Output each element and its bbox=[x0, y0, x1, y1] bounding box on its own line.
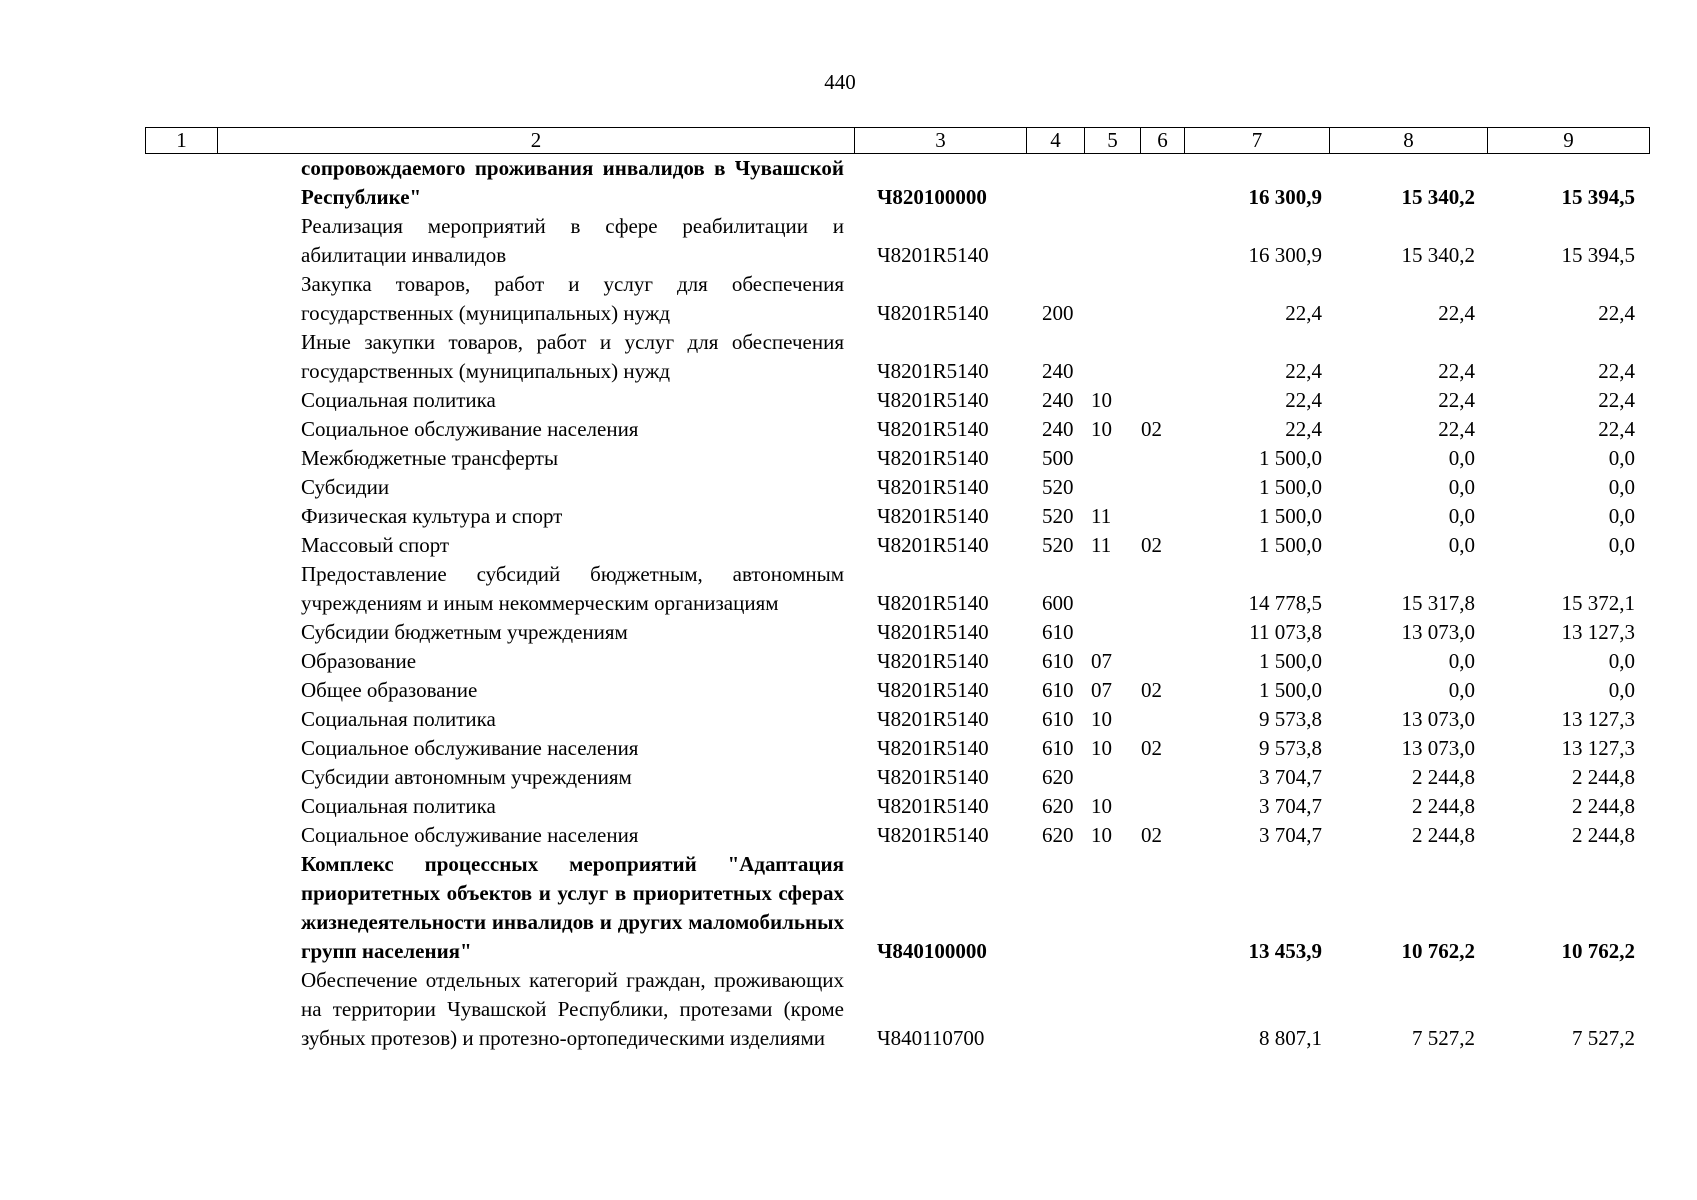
cell-value-9: 22,4 bbox=[1598, 388, 1635, 412]
cell-code: Ч8201R5140 bbox=[877, 591, 989, 615]
cell-value-9: 13 127,3 bbox=[1561, 620, 1635, 644]
cell-value-9: 15 394,5 bbox=[1561, 185, 1635, 209]
cell-name: Социальное обслуживание населения bbox=[301, 736, 639, 760]
cell-code: Ч8201R5140 bbox=[877, 243, 989, 267]
header-col-6: 6 bbox=[1141, 128, 1185, 153]
cell-name: Социальное обслуживание населения bbox=[301, 417, 639, 441]
table-row bbox=[145, 415, 1648, 444]
cell-name: Социальное обслуживание населения bbox=[301, 823, 639, 847]
cell-section: 10 bbox=[1091, 823, 1112, 847]
cell-value-7: 22,4 bbox=[1285, 388, 1322, 412]
cell-value-9: 15 372,1 bbox=[1561, 591, 1635, 615]
cell-value-8: 2 244,8 bbox=[1412, 765, 1475, 789]
cell-value-9: 0,0 bbox=[1608, 446, 1635, 470]
header-col-2: 2 bbox=[218, 128, 855, 153]
cell-code: Ч840110700 bbox=[877, 1026, 985, 1050]
header-col-1: 1 bbox=[146, 128, 218, 153]
cell-value-7: 14 778,5 bbox=[1248, 591, 1322, 615]
cell-type: 520 bbox=[1042, 504, 1074, 528]
table-row bbox=[145, 676, 1648, 705]
cell-value-7: 1 500,0 bbox=[1259, 678, 1322, 702]
table-row bbox=[145, 792, 1648, 821]
cell-value-9: 22,4 bbox=[1598, 359, 1635, 383]
table-row bbox=[145, 763, 1648, 792]
cell-value-8: 13 073,0 bbox=[1401, 620, 1475, 644]
cell-code: Ч8201R5140 bbox=[877, 504, 989, 528]
cell-value-7: 11 073,8 bbox=[1249, 620, 1322, 644]
cell-code: Ч8201R5140 bbox=[877, 475, 989, 499]
cell-type: 610 bbox=[1042, 649, 1074, 673]
table-row bbox=[145, 502, 1648, 531]
cell-value-7: 9 573,8 bbox=[1259, 707, 1322, 731]
cell-value-8: 13 073,0 bbox=[1401, 707, 1475, 731]
cell-value-8: 22,4 bbox=[1438, 359, 1475, 383]
cell-value-7: 3 704,7 bbox=[1259, 823, 1322, 847]
cell-type: 500 bbox=[1042, 446, 1074, 470]
cell-name: Социальная политика bbox=[301, 707, 496, 731]
cell-value-9: 0,0 bbox=[1608, 649, 1635, 673]
cell-name: Субсидии автономным учреждениям bbox=[301, 765, 632, 789]
cell-value-7: 16 300,9 bbox=[1248, 243, 1322, 267]
cell-value-9: 0,0 bbox=[1608, 475, 1635, 499]
cell-code: Ч8201R5140 bbox=[877, 765, 989, 789]
cell-section: 10 bbox=[1091, 707, 1112, 731]
cell-code: Ч8201R5140 bbox=[877, 678, 989, 702]
cell-type: 520 bbox=[1042, 533, 1074, 557]
cell-type: 200 bbox=[1042, 301, 1074, 325]
cell-name: Физическая культура и спорт bbox=[301, 504, 563, 528]
table-row bbox=[145, 473, 1648, 502]
cell-value-8: 15 340,2 bbox=[1401, 185, 1475, 209]
cell-value-9: 22,4 bbox=[1598, 301, 1635, 325]
cell-value-9: 2 244,8 bbox=[1572, 823, 1635, 847]
cell-code: Ч8201R5140 bbox=[877, 417, 989, 441]
table-row bbox=[145, 270, 1648, 328]
header-col-5: 5 bbox=[1085, 128, 1141, 153]
table-row bbox=[145, 850, 1648, 966]
cell-name: Субсидии бюджетным учреждениям bbox=[301, 620, 628, 644]
cell-name: Субсидии bbox=[301, 475, 390, 499]
table-row bbox=[145, 705, 1648, 734]
cell-value-9: 0,0 bbox=[1608, 533, 1635, 557]
cell-value-7: 3 704,7 bbox=[1259, 794, 1322, 818]
cell-type: 610 bbox=[1042, 620, 1074, 644]
cell-code: Ч8201R5140 bbox=[877, 794, 989, 818]
cell-code: Ч8201R5140 bbox=[877, 649, 989, 673]
cell-code: Ч8201R5140 bbox=[877, 359, 989, 383]
table-row bbox=[145, 560, 1648, 618]
cell-code: Ч840100000 bbox=[877, 939, 987, 963]
table-row bbox=[145, 966, 1648, 1053]
cell-name: Комплекс процессных мероприятий "Адаптация приоритетных объектов и услуг в приоритетных сферах жизнедеятельности инвалидов и других маломобильных групп населения" bbox=[301, 852, 844, 963]
cell-type: 240 bbox=[1042, 417, 1074, 441]
table-row bbox=[145, 386, 1648, 415]
cell-value-9: 7 527,2 bbox=[1572, 1026, 1635, 1050]
cell-value-8: 2 244,8 bbox=[1412, 794, 1475, 818]
cell-value-7: 3 704,7 bbox=[1259, 765, 1322, 789]
cell-value-8: 15 317,8 bbox=[1401, 591, 1475, 615]
cell-subsection: 02 bbox=[1141, 417, 1162, 441]
cell-type: 610 bbox=[1042, 678, 1074, 702]
header-col-8: 8 bbox=[1330, 128, 1488, 153]
header-col-4: 4 bbox=[1027, 128, 1085, 153]
header-col-7: 7 bbox=[1185, 128, 1330, 153]
cell-value-7: 13 453,9 bbox=[1248, 939, 1322, 963]
cell-value-8: 2 244,8 bbox=[1412, 823, 1475, 847]
cell-value-7: 1 500,0 bbox=[1259, 649, 1322, 673]
cell-type: 240 bbox=[1042, 359, 1074, 383]
cell-name: Социальная политика bbox=[301, 794, 496, 818]
cell-section: 11 bbox=[1091, 504, 1112, 528]
cell-value-9: 15 394,5 bbox=[1561, 243, 1635, 267]
cell-code: Ч8201R5140 bbox=[877, 446, 989, 470]
cell-name: Образование bbox=[301, 649, 417, 673]
cell-name: Иные закупки товаров, работ и услуг для обеспечения государственных (муниципальных) нужд bbox=[301, 330, 844, 383]
cell-value-8: 0,0 bbox=[1448, 475, 1475, 499]
cell-type: 600 bbox=[1042, 591, 1074, 615]
cell-section: 11 bbox=[1091, 533, 1112, 557]
cell-name: Предоставление субсидий бюджетным, автономным учреждениям и иным некоммерческим организациям bbox=[301, 562, 844, 615]
cell-subsection: 02 bbox=[1141, 736, 1162, 760]
cell-code: Ч8201R5140 bbox=[877, 388, 989, 412]
cell-value-7: 22,4 bbox=[1285, 301, 1322, 325]
cell-code: Ч820100000 bbox=[877, 185, 987, 209]
cell-value-7: 9 573,8 bbox=[1259, 736, 1322, 760]
table-row bbox=[145, 618, 1648, 647]
cell-section: 10 bbox=[1091, 388, 1112, 412]
cell-value-7: 22,4 bbox=[1285, 359, 1322, 383]
cell-name: Обеспечение отдельных категорий граждан, проживающих на территории Чувашской Республики, протезами (кроме зубных протезов) и протезно-ортопедическими изделиями bbox=[301, 968, 844, 1050]
cell-section: 10 bbox=[1091, 736, 1112, 760]
header-col-9: 9 bbox=[1563, 128, 1574, 152]
header-col-3: 3 bbox=[855, 128, 1027, 153]
cell-value-8: 7 527,2 bbox=[1412, 1026, 1475, 1050]
cell-type: 520 bbox=[1042, 475, 1074, 499]
cell-value-8: 22,4 bbox=[1438, 301, 1475, 325]
cell-value-8: 0,0 bbox=[1448, 678, 1475, 702]
cell-name: Массовый спорт bbox=[301, 533, 450, 557]
cell-value-9: 10 762,2 bbox=[1561, 939, 1635, 963]
cell-type: 610 bbox=[1042, 707, 1074, 731]
cell-value-8: 22,4 bbox=[1438, 388, 1475, 412]
cell-name: Социальная политика bbox=[301, 388, 496, 412]
cell-subsection: 02 bbox=[1141, 823, 1162, 847]
cell-section: 07 bbox=[1091, 678, 1112, 702]
cell-value-8: 15 340,2 bbox=[1401, 243, 1475, 267]
cell-value-8: 22,4 bbox=[1438, 417, 1475, 441]
cell-code: Ч8201R5140 bbox=[877, 620, 989, 644]
cell-value-9: 0,0 bbox=[1608, 504, 1635, 528]
cell-name: сопровождаемого проживания инвалидов в Чувашской Республике" bbox=[301, 156, 844, 209]
cell-code: Ч8201R5140 bbox=[877, 533, 989, 557]
cell-value-7: 1 500,0 bbox=[1259, 533, 1322, 557]
cell-section: 10 bbox=[1091, 417, 1112, 441]
cell-type: 620 bbox=[1042, 794, 1074, 818]
cell-type: 240 bbox=[1042, 388, 1074, 412]
cell-code: Ч8201R5140 bbox=[877, 707, 989, 731]
table-row bbox=[145, 821, 1648, 850]
cell-subsection: 02 bbox=[1141, 678, 1162, 702]
table-row bbox=[145, 328, 1648, 386]
cell-section: 10 bbox=[1091, 794, 1112, 818]
table-row bbox=[145, 154, 1648, 212]
cell-code: Ч8201R5140 bbox=[877, 736, 989, 760]
cell-value-8: 13 073,0 bbox=[1401, 736, 1475, 760]
cell-name: Реализация мероприятий в сфере реабилитации и абилитации инвалидов bbox=[301, 214, 844, 267]
table-row bbox=[145, 531, 1648, 560]
cell-value-7: 8 807,1 bbox=[1259, 1026, 1322, 1050]
cell-name: Межбюджетные трансферты bbox=[301, 446, 559, 470]
cell-value-8: 0,0 bbox=[1448, 446, 1475, 470]
cell-value-7: 1 500,0 bbox=[1259, 475, 1322, 499]
table-row bbox=[145, 647, 1648, 676]
cell-type: 620 bbox=[1042, 765, 1074, 789]
table-row bbox=[145, 212, 1648, 270]
cell-name: Общее образование bbox=[301, 678, 478, 702]
cell-section: 07 bbox=[1091, 649, 1112, 673]
cell-value-8: 0,0 bbox=[1448, 504, 1475, 528]
cell-value-7: 22,4 bbox=[1285, 417, 1322, 441]
cell-value-8: 0,0 bbox=[1448, 649, 1475, 673]
cell-value-7: 16 300,9 bbox=[1248, 185, 1322, 209]
cell-value-9: 13 127,3 bbox=[1561, 736, 1635, 760]
cell-value-9: 2 244,8 bbox=[1572, 765, 1635, 789]
table-row bbox=[145, 444, 1648, 473]
cell-name: Закупка товаров, работ и услуг для обеспечения государственных (муниципальных) нужд bbox=[301, 272, 844, 325]
cell-value-9: 2 244,8 bbox=[1572, 794, 1635, 818]
cell-value-7: 1 500,0 bbox=[1259, 446, 1322, 470]
cell-value-9: 0,0 bbox=[1608, 678, 1635, 702]
table-header bbox=[145, 127, 1650, 154]
table-body bbox=[145, 154, 1648, 1053]
cell-value-8: 10 762,2 bbox=[1401, 939, 1475, 963]
cell-value-9: 13 127,3 bbox=[1561, 707, 1635, 731]
cell-code: Ч8201R5140 bbox=[877, 823, 989, 847]
cell-type: 620 bbox=[1042, 823, 1074, 847]
page-number: 440 bbox=[824, 70, 856, 94]
cell-subsection: 02 bbox=[1141, 533, 1162, 557]
cell-type: 610 bbox=[1042, 736, 1074, 760]
cell-value-9: 22,4 bbox=[1598, 417, 1635, 441]
cell-value-7: 1 500,0 bbox=[1259, 504, 1322, 528]
cell-value-8: 0,0 bbox=[1448, 533, 1475, 557]
cell-code: Ч8201R5140 bbox=[877, 301, 989, 325]
table-row bbox=[145, 734, 1648, 763]
